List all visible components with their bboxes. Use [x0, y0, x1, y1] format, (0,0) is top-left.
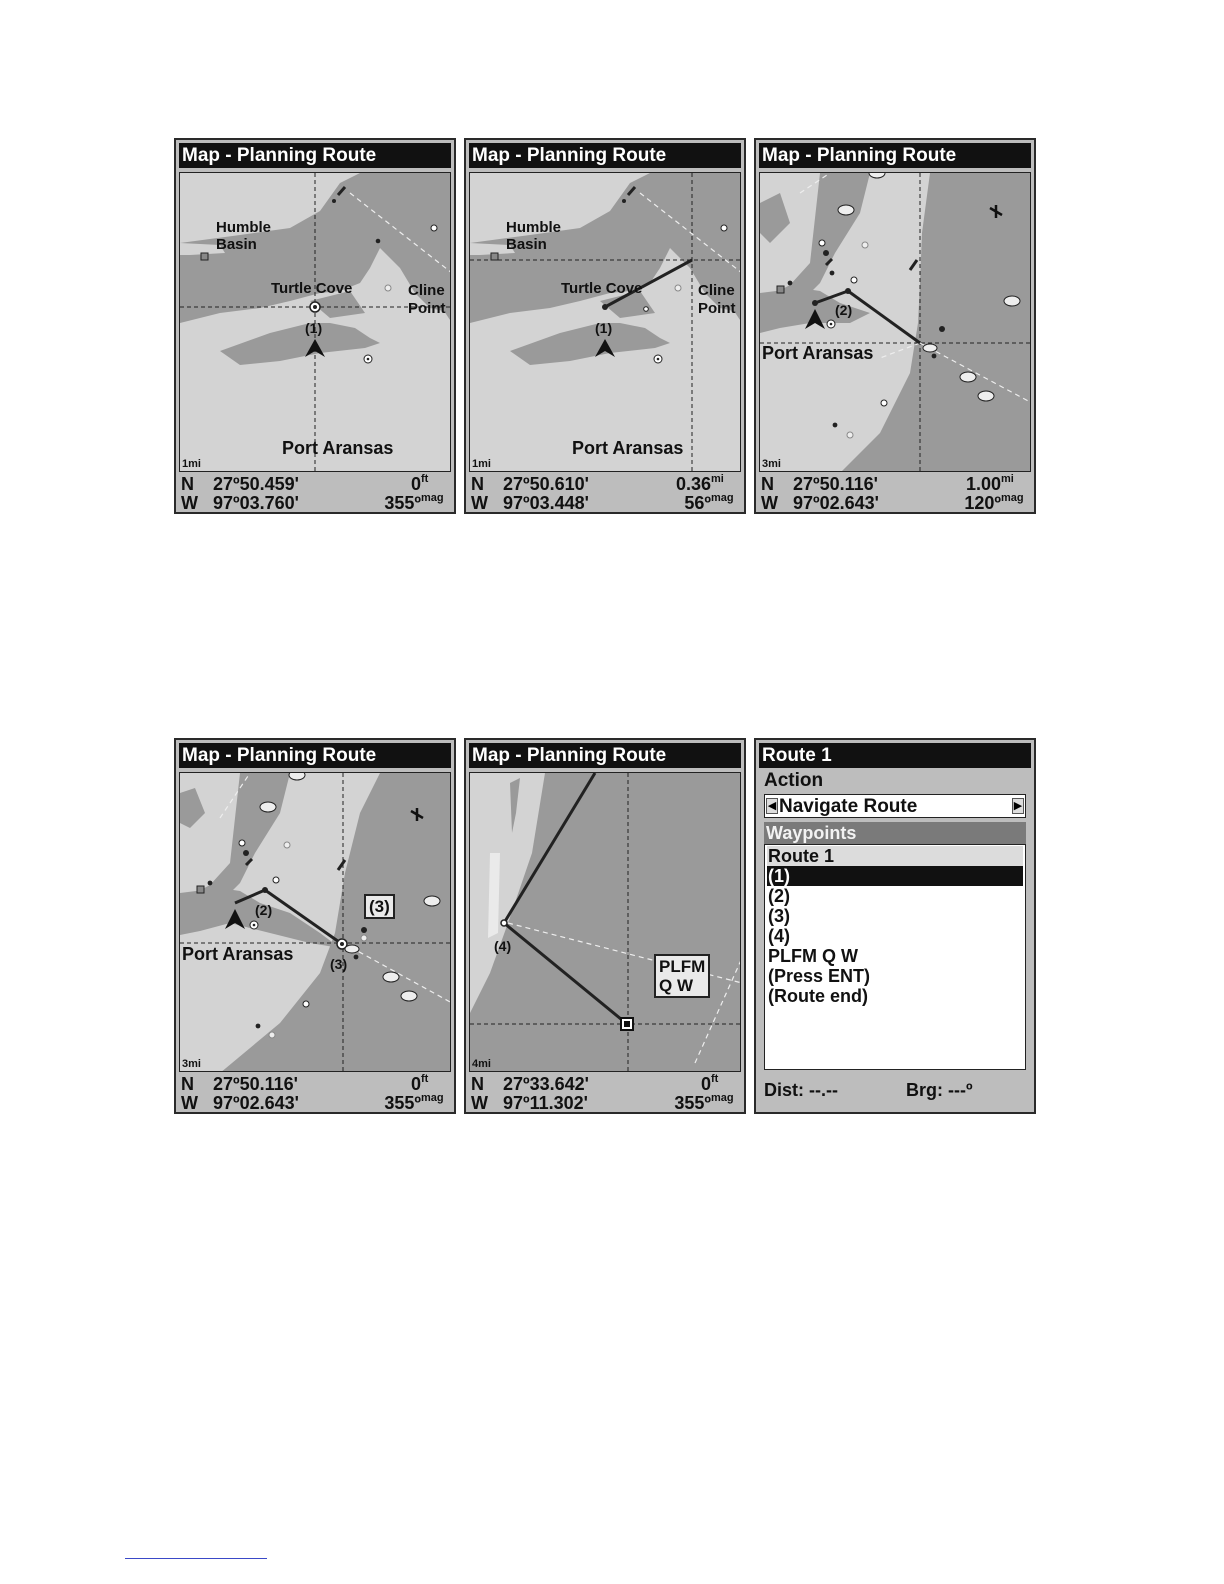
longitude: 97º02.643'	[213, 1093, 299, 1113]
waypoints-header: Waypoints	[764, 822, 1026, 844]
new-waypoint-box: (3)	[364, 894, 395, 919]
position-readout	[179, 474, 451, 512]
platform-label-line2: Q W	[659, 976, 693, 995]
list-item[interactable]: (2)	[768, 886, 790, 906]
chevron-left-icon[interactable]: ◀	[767, 800, 777, 812]
map-screen-1	[174, 138, 456, 514]
map-scale: 3mi	[182, 1058, 201, 1070]
longitude: 97º02.643'	[793, 493, 879, 513]
distance-unit: ft	[421, 473, 429, 485]
distance-unit: mi	[1001, 473, 1014, 485]
waypoint-label: (3)	[330, 956, 348, 972]
map-screen-3	[754, 138, 1036, 514]
position-readout	[469, 1074, 741, 1112]
distance-value: 0.36	[675, 474, 711, 494]
waypoint-list[interactable]	[764, 844, 1026, 1070]
map-graphic	[760, 173, 1031, 472]
screen-title: Map - Planning Route	[469, 743, 741, 768]
bearing-unit: mag	[711, 492, 734, 504]
chevron-right-icon[interactable]: ▶	[1013, 800, 1023, 812]
longitude: 97º03.760'	[213, 493, 299, 513]
distance-value: 0	[700, 1074, 711, 1094]
lat-letter: N	[471, 1074, 484, 1094]
map-label: Basin	[506, 236, 547, 253]
bearing-unit: mag	[711, 1092, 734, 1104]
map-label: Basin	[216, 236, 257, 253]
waypoint-label: (4)	[494, 938, 512, 954]
map-view[interactable]	[759, 172, 1031, 472]
distance-unit: ft	[711, 1073, 719, 1085]
platform-label-box	[654, 954, 710, 998]
list-item-route-name[interactable]: Route 1	[767, 846, 1023, 866]
lat-letter: N	[181, 1074, 194, 1094]
longitude: 97º11.302'	[503, 1093, 588, 1113]
distance-unit: mi	[711, 473, 724, 485]
bearing-unit: mag	[421, 492, 444, 504]
action-select-value: Navigate Route	[779, 796, 918, 817]
map-scale: 1mi	[472, 458, 491, 470]
bearing-value: 355º	[384, 1093, 421, 1113]
map-view[interactable]	[469, 772, 741, 1072]
map-screen-2	[464, 138, 746, 514]
bearing-readout: Brg: ---º	[906, 1080, 973, 1100]
latitude: 27º50.116'	[213, 1074, 298, 1094]
longitude: 97º03.448'	[503, 493, 589, 513]
latitude: 27º50.459'	[213, 474, 299, 494]
distance-readout: Dist: --.--	[764, 1080, 838, 1100]
map-graphic	[470, 773, 741, 1072]
waypoint-label: (2)	[835, 302, 853, 318]
list-item[interactable]: (3)	[768, 906, 790, 926]
action-label: Action	[764, 770, 824, 791]
waypoint-label: (2)	[255, 902, 273, 918]
map-view[interactable]	[179, 172, 451, 472]
bearing-value: 355º	[674, 1093, 711, 1113]
map-label: Cline	[698, 282, 735, 299]
distance-value: 1.00	[965, 474, 1001, 494]
lon-letter: W	[181, 1093, 198, 1113]
route-title: Route 1	[759, 743, 1031, 768]
latitude: 27º33.642'	[503, 1074, 589, 1094]
position-readout	[179, 1074, 451, 1112]
lat-letter: N	[761, 474, 774, 494]
bearing-unit: mag	[421, 1092, 444, 1104]
screen-title: Map - Planning Route	[469, 143, 741, 168]
map-label: Humble	[506, 219, 562, 236]
latitude: 27º50.610'	[503, 474, 589, 494]
map-screen-5	[464, 738, 746, 1114]
screen-title: Map - Planning Route	[179, 143, 451, 168]
distance-unit: ft	[421, 1073, 429, 1085]
map-view[interactable]	[179, 772, 451, 1072]
list-item[interactable]: PLFM Q W	[768, 946, 858, 966]
lat-letter: N	[471, 474, 484, 494]
map-label: Port Aransas	[182, 944, 294, 964]
list-item[interactable]: (Route end)	[768, 986, 868, 1006]
map-scale: 3mi	[762, 458, 781, 470]
distance-value: 0	[410, 474, 421, 494]
map-label: Port Aransas	[282, 438, 394, 458]
screen-title: Map - Planning Route	[759, 143, 1031, 168]
map-label: Point	[698, 300, 736, 317]
map-scale: 4mi	[472, 1058, 491, 1070]
lon-letter: W	[181, 493, 198, 513]
lon-letter: W	[761, 493, 778, 513]
route-panel	[754, 738, 1036, 1114]
bearing-unit: mag	[1001, 492, 1024, 504]
waypoint-label: (1)	[595, 320, 613, 336]
map-label: Turtle Cove	[271, 280, 353, 297]
map-scale: 1mi	[182, 458, 201, 470]
map-view[interactable]	[469, 172, 741, 472]
bearing-value: 120º	[964, 493, 1001, 513]
map-label: Port Aransas	[762, 343, 874, 363]
platform-label-line1: PLFM	[659, 957, 706, 976]
map-label: Humble	[216, 219, 272, 236]
list-item[interactable]: (4)	[768, 926, 790, 946]
latitude: 27º50.116'	[793, 474, 878, 494]
bearing-value: 56º	[684, 493, 711, 513]
position-readout	[469, 474, 741, 512]
map-label: Cline	[408, 282, 445, 299]
distance-value: 0	[410, 1074, 421, 1094]
footnote-rule	[125, 1558, 267, 1559]
bearing-value: 355º	[384, 493, 421, 513]
action-select[interactable]	[764, 794, 1026, 818]
map-label: Point	[408, 300, 446, 317]
screen-title: Map - Planning Route	[179, 743, 451, 768]
list-item[interactable]: (Press ENT)	[768, 966, 871, 986]
map-label: Port Aransas	[572, 438, 684, 458]
waypoint-label: (1)	[305, 320, 323, 336]
lon-letter: W	[471, 493, 488, 513]
map-screen-4	[174, 738, 456, 1114]
position-readout	[759, 474, 1031, 512]
map-label: Turtle Cove	[561, 280, 643, 297]
map-graphic	[180, 773, 451, 1072]
lat-letter: N	[181, 474, 194, 494]
lon-letter: W	[471, 1093, 488, 1113]
list-item[interactable]: (1)	[767, 866, 1023, 886]
